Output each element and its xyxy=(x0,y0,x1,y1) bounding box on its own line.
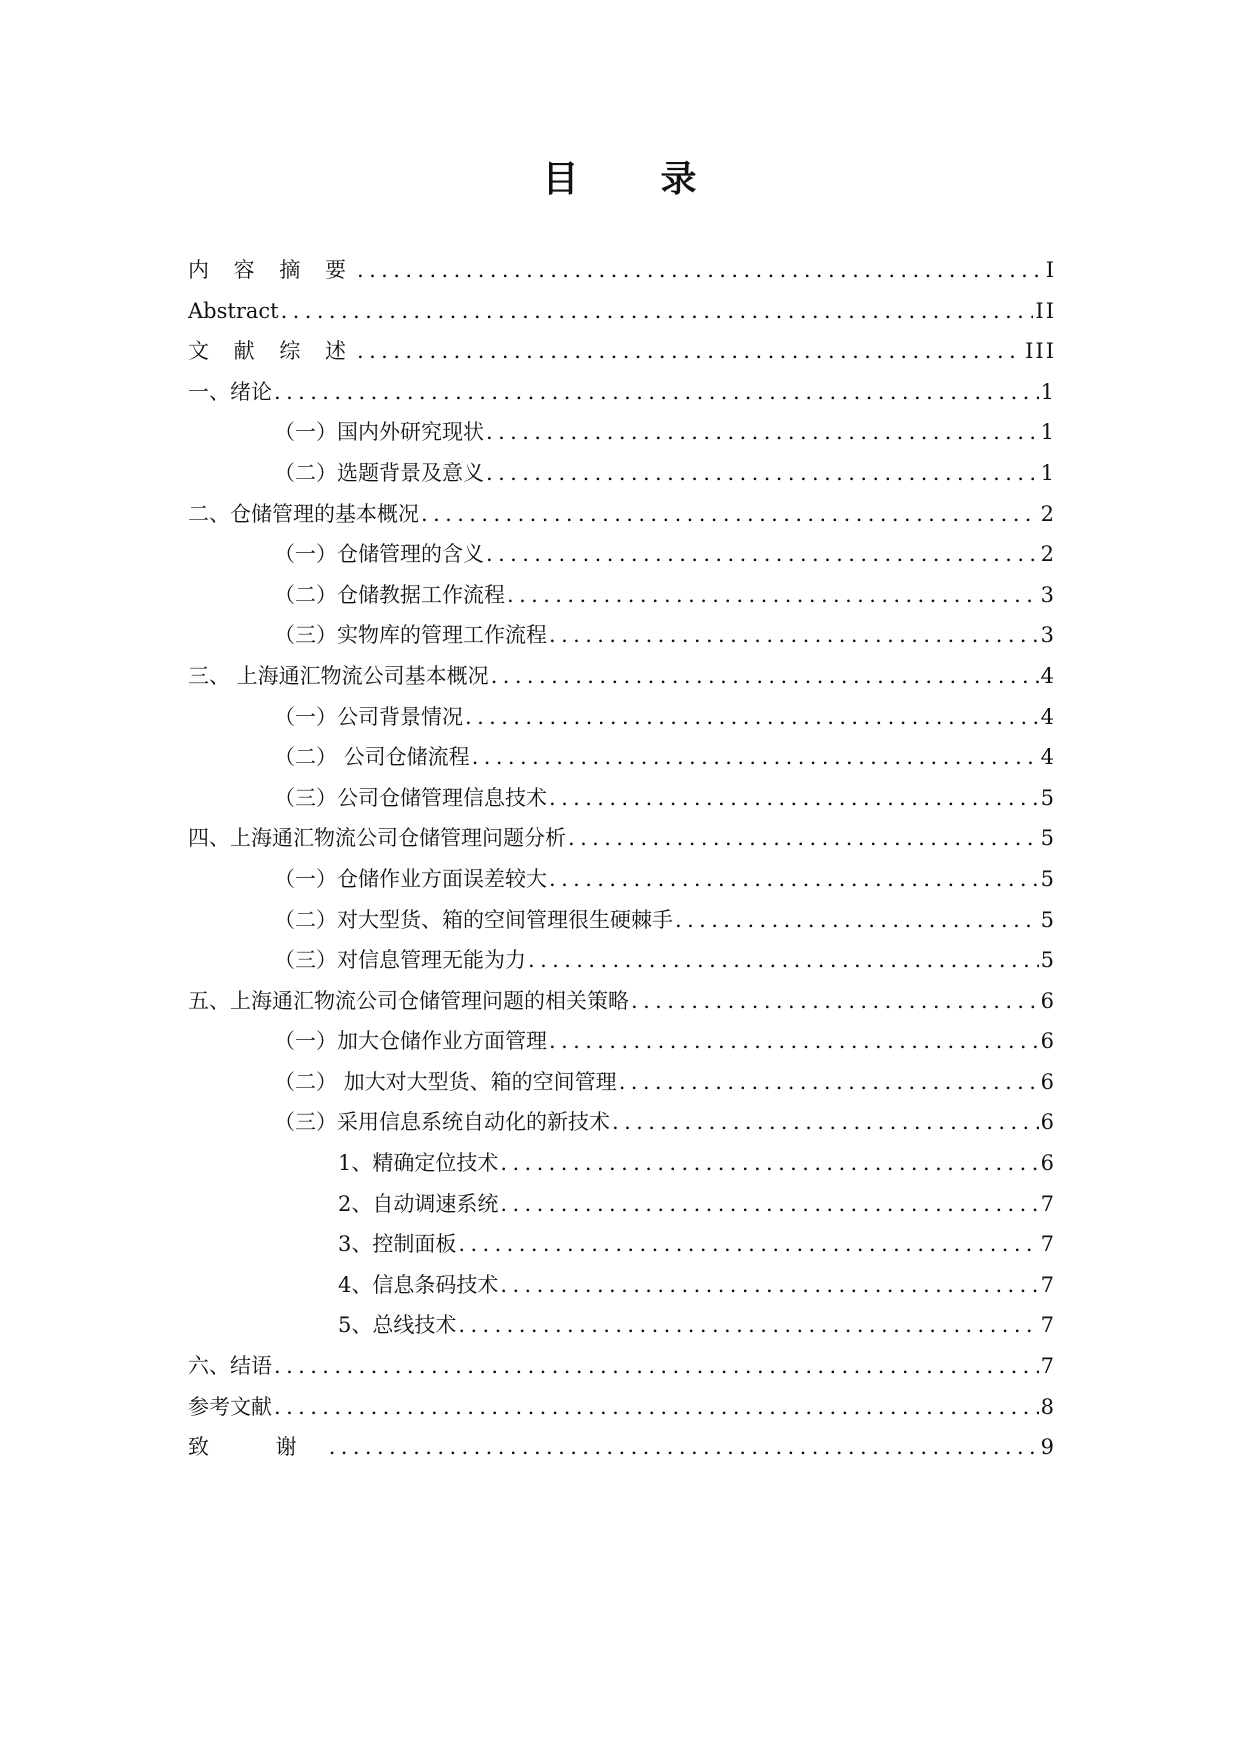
toc-entry[interactable] xyxy=(188,1427,1056,1468)
toc-leader-dots xyxy=(500,1184,1038,1225)
toc-entry-page-number: 6 xyxy=(1040,988,1056,1013)
toc-entry[interactable] xyxy=(188,615,1056,656)
toc-entry-label: （一）仓储管理的含义 xyxy=(274,542,484,567)
toc-entry-page-number: 5 xyxy=(1040,785,1056,810)
toc-leader-dots xyxy=(549,778,1039,819)
toc-entry-page-number: 7 xyxy=(1040,1354,1056,1379)
toc-entry-page-number: 7 xyxy=(1040,1272,1056,1297)
toc-entry[interactable] xyxy=(188,1062,1056,1103)
toc-leader-dots xyxy=(500,1143,1038,1184)
toc-entry-label: 3、控制面板 xyxy=(338,1232,457,1257)
toc-entry-label: 一、绪论 xyxy=(188,379,272,404)
toc-entry[interactable] xyxy=(188,859,1056,900)
toc-entry[interactable] xyxy=(188,250,1056,291)
toc-entry-label: （二）仓储教据工作流程 xyxy=(274,582,505,607)
toc-leader-dots xyxy=(274,1346,1039,1387)
toc-entry[interactable] xyxy=(188,372,1056,413)
toc-entry-page-number: III xyxy=(1025,339,1056,364)
toc-entry-page-number: 4 xyxy=(1040,745,1056,770)
toc-entry-page-number: I xyxy=(1045,258,1056,282)
toc-entry-page-number: 1 xyxy=(1040,420,1056,445)
toc-entry[interactable] xyxy=(188,534,1056,575)
toc-entry-label: Abstract xyxy=(188,298,279,323)
toc-entry[interactable] xyxy=(188,1305,1056,1346)
toc-leader-dots xyxy=(549,615,1039,656)
toc-leader-dots xyxy=(500,1265,1038,1306)
toc-entry-label: （一）公司背景情况 xyxy=(274,704,463,729)
toc-entry-label: 三、 上海通汇物流公司基本概况 xyxy=(188,663,489,688)
toc-entry-page-number: 5 xyxy=(1040,948,1056,973)
toc-entry-label: （一）加大仓储作业方面管理 xyxy=(274,1029,547,1054)
toc-leader-dots xyxy=(357,250,1044,291)
toc-entry[interactable] xyxy=(188,412,1056,453)
toc-entry-page-number: 3 xyxy=(1040,623,1056,648)
toc-entry-page-number: 1 xyxy=(1040,460,1056,485)
toc-entry-label: （二）选题背景及意义 xyxy=(274,460,484,485)
toc-entry-page-number: 6 xyxy=(1040,1151,1056,1176)
toc-entry-page-number: 5 xyxy=(1040,907,1056,932)
page-title xyxy=(0,155,1241,205)
toc-entry-label: （二） 加大对大型货、箱的空间管理 xyxy=(274,1069,617,1094)
toc-leader-dots xyxy=(568,818,1039,859)
toc-leader-dots xyxy=(549,1021,1039,1062)
toc-entry-page-number: 7 xyxy=(1040,1232,1056,1257)
toc-entry-page-number: 9 xyxy=(1040,1435,1056,1460)
toc-leader-dots xyxy=(486,534,1039,575)
toc-entry[interactable] xyxy=(188,940,1056,981)
toc-entry-label: （三）公司仓储管理信息技术 xyxy=(274,785,547,810)
toc-entry-label: 二、仓储管理的基本概况 xyxy=(188,501,419,526)
toc-entry[interactable] xyxy=(188,697,1056,738)
toc-entry-label: （三）实物库的管理工作流程 xyxy=(274,623,547,648)
toc-entry[interactable] xyxy=(188,656,1056,697)
toc-entry-label: 四、上海通汇物流公司仓储管理问题分析 xyxy=(188,826,566,851)
toc-leader-dots xyxy=(421,494,1039,535)
toc-leader-dots xyxy=(675,900,1039,941)
toc-leader-dots xyxy=(507,575,1039,616)
toc-leader-dots xyxy=(491,656,1039,697)
toc-entry-page-number: 4 xyxy=(1040,663,1056,688)
toc-entry-label: 五、上海通汇物流公司仓储管理问题的相关策略 xyxy=(188,988,629,1013)
toc-entry-page-number: 1 xyxy=(1040,379,1056,404)
toc-entry-label: 4、信息条码技术 xyxy=(338,1272,499,1297)
toc-entry-page-number: 5 xyxy=(1040,826,1056,851)
toc-entry[interactable] xyxy=(188,778,1056,819)
toc-entry[interactable] xyxy=(188,737,1056,778)
toc-entry-page-number: 5 xyxy=(1040,866,1056,891)
toc-entry[interactable] xyxy=(188,453,1056,494)
toc-entry[interactable] xyxy=(188,981,1056,1022)
toc-entry[interactable] xyxy=(188,291,1056,332)
toc-entry[interactable] xyxy=(188,1346,1056,1387)
toc-entry-page-number: 4 xyxy=(1040,704,1056,729)
toc-entry-label: 2、自动调速系统 xyxy=(338,1191,499,1216)
toc-entry-label: （三）对信息管理无能为力 xyxy=(274,948,526,973)
title-char-2: 录 xyxy=(660,159,699,200)
toc-entry-page-number: 2 xyxy=(1040,542,1056,567)
table-of-contents xyxy=(188,250,1056,1468)
toc-entry-label: 内 容 摘 要 xyxy=(188,258,356,282)
toc-leader-dots xyxy=(458,1224,1038,1265)
toc-entry[interactable] xyxy=(188,1184,1056,1225)
toc-leader-dots xyxy=(465,697,1039,738)
toc-entry-page-number: 2 xyxy=(1040,501,1056,526)
toc-entry[interactable] xyxy=(188,1102,1056,1143)
toc-entry-label: 1、精确定位技术 xyxy=(338,1151,499,1176)
toc-leader-dots xyxy=(486,412,1039,453)
toc-entry[interactable] xyxy=(188,494,1056,535)
toc-leader-dots xyxy=(357,331,1023,372)
toc-leader-dots xyxy=(281,291,1034,332)
toc-leader-dots xyxy=(329,1427,1039,1468)
toc-entry-label: 致 谢 xyxy=(188,1435,327,1460)
toc-leader-dots xyxy=(472,737,1039,778)
toc-leader-dots xyxy=(486,453,1039,494)
toc-entry-page-number: II xyxy=(1035,298,1056,323)
toc-entry-label: 文 献 综 述 xyxy=(188,339,356,364)
toc-leader-dots xyxy=(631,981,1039,1022)
toc-entry-page-number: 6 xyxy=(1040,1069,1056,1094)
toc-entry[interactable] xyxy=(188,331,1056,372)
toc-leader-dots xyxy=(458,1305,1038,1346)
toc-entry[interactable] xyxy=(188,1387,1056,1428)
toc-entry[interactable] xyxy=(188,818,1056,859)
toc-leader-dots xyxy=(274,372,1039,413)
toc-entry-label: （二）对大型货、箱的空间管理很生硬棘手 xyxy=(274,907,673,932)
toc-entry-label: （三）采用信息系统自动化的新技术 xyxy=(274,1110,610,1135)
title-char-1: 目 xyxy=(542,159,581,200)
toc-entry-page-number: 6 xyxy=(1040,1110,1056,1135)
toc-entry-label: 5、总线技术 xyxy=(338,1313,457,1338)
toc-entry-label: （一）仓储作业方面误差较大 xyxy=(274,866,547,891)
toc-entry-page-number: 8 xyxy=(1040,1394,1056,1419)
toc-entry-page-number: 7 xyxy=(1040,1191,1056,1216)
toc-entry[interactable] xyxy=(188,1265,1056,1306)
toc-leader-dots xyxy=(549,859,1039,900)
toc-leader-dots xyxy=(619,1062,1039,1103)
toc-entry[interactable] xyxy=(188,900,1056,941)
toc-entry-label: 参考文献 xyxy=(188,1394,272,1419)
toc-entry-page-number: 7 xyxy=(1040,1313,1056,1338)
toc-entry[interactable] xyxy=(188,575,1056,616)
toc-entry-label: （二） 公司仓储流程 xyxy=(274,745,470,770)
toc-entry-page-number: 3 xyxy=(1040,582,1056,607)
toc-entry[interactable] xyxy=(188,1143,1056,1184)
toc-entry[interactable] xyxy=(188,1021,1056,1062)
toc-entry-page-number: 6 xyxy=(1040,1029,1056,1054)
toc-leader-dots xyxy=(274,1387,1039,1428)
toc-leader-dots xyxy=(612,1102,1039,1143)
toc-entry-label: （一）国内外研究现状 xyxy=(274,420,484,445)
toc-entry[interactable] xyxy=(188,1224,1056,1265)
toc-leader-dots xyxy=(528,940,1039,981)
toc-entry-label: 六、结语 xyxy=(188,1354,272,1379)
